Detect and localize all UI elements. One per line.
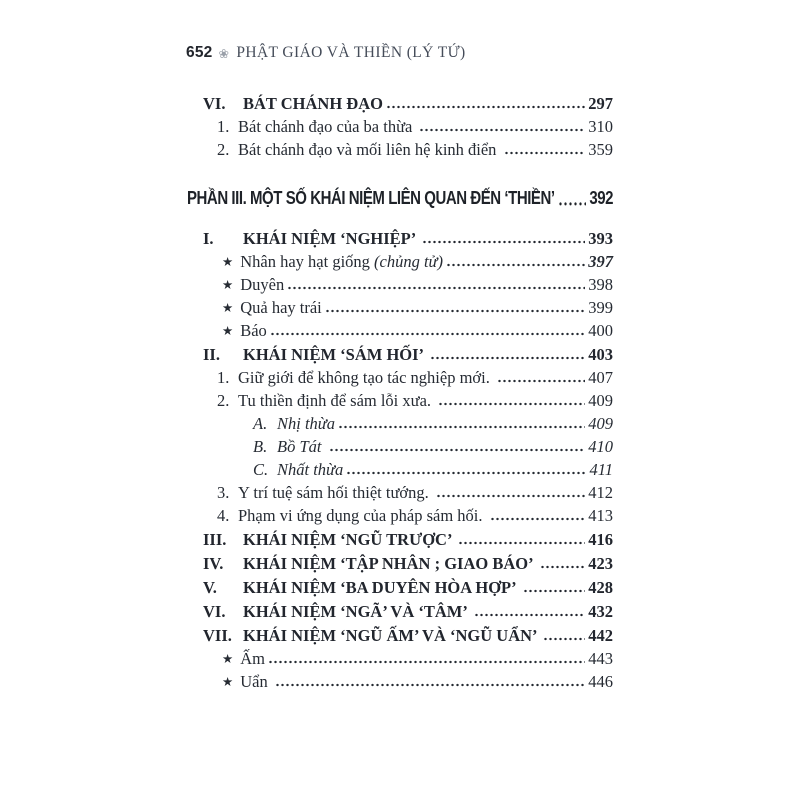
entry-label: KHÁI NIỆM ‘SÁM HỐI’ [243,345,427,364]
star-icon: ★ [222,323,234,338]
toc-entry [203,459,613,480]
toc-entry [203,553,613,574]
entry-page: 400 [588,321,613,340]
flower-icon: ❀ [218,45,230,61]
entry-label: Báo [240,321,267,340]
dot-leader [270,320,585,341]
entry-label: Duyên [240,275,285,294]
entry-label: Giữ giới để không tạo tác nghiệp mới. [238,368,494,387]
entry-label: Quả hay trái [240,298,322,317]
dot-leader [346,459,586,480]
toc-entry [203,625,613,646]
toc-entry [203,367,613,388]
toc-entry [203,139,613,160]
dot-leader [422,228,585,249]
entry-page: 442 [588,626,613,645]
dot-leader [287,274,585,295]
entry-page: 398 [588,275,613,294]
dot-leader [419,116,585,137]
dot-leader [504,139,586,160]
toc-entry [203,344,613,365]
dot-leader [523,577,586,598]
entry-number: C. [253,460,269,479]
entry-number: B. [253,437,268,456]
entry-number: VI. [203,94,226,113]
star-icon: ★ [222,254,234,269]
entry-page: 407 [588,368,613,387]
entry-page: 397 [588,252,613,271]
star-icon: ★ [222,277,234,292]
dot-leader [268,648,585,669]
entry-label: KHÁI NIỆM ‘BA DUYÊN HÒA HỢP’ [243,578,520,597]
table-of-contents [187,90,613,694]
entry-number: IV. [203,554,224,573]
entry-label: Nhị thừa [277,414,336,433]
book-title: PHẬT GIÁO VÀ THIỀN (LÝ TỨ) [236,44,466,61]
entry-page: 399 [588,298,613,317]
entry-label: KHÁI NIỆM ‘NGŨ TRƯỢC’ [243,530,456,549]
toc-entry [203,116,613,137]
entry-label: BÁT CHÁNH ĐẠO [243,94,383,113]
star-icon: ★ [222,674,234,689]
entry-page: 446 [588,672,613,691]
entry-number: II. [203,345,220,364]
entry-label-italic: (chủng tử) [374,252,444,271]
dot-leader [497,367,585,388]
entry-page: 416 [588,530,613,549]
entry-number: A. [253,414,268,433]
entry-label: Nhất thừa [277,460,344,479]
entry-number: 1. [217,368,230,387]
entry-label: Nhân hay hạt giống (chủng tử) [240,252,444,271]
entry-number: 3. [217,483,230,502]
entry-number: I. [203,229,214,248]
toc-entry [203,251,613,272]
entry-page: 432 [588,602,613,621]
entry-page: 413 [588,506,613,525]
dot-leader [438,390,585,411]
dot-leader [558,183,587,215]
entry-label: KHÁI NIỆM ‘TẬP NHÂN ; GIAO BÁO’ [243,554,537,573]
entry-label: Bát chánh đạo và mối liên hệ kinh điển [238,140,501,159]
entry-label: Bát chánh đạo của ba thừa [238,117,417,136]
toc-entry [203,436,613,457]
dot-leader [275,671,585,692]
entry-label: Uẩn [240,672,272,691]
entry-label: PHẦN III. MỘT SỐ KHÁI NIỆM LIÊN QUAN ĐẾN ‘THIỀN’ [187,188,555,209]
entry-number: III. [203,530,227,549]
entry-number: 1. [217,117,230,136]
dot-leader [430,344,585,365]
entry-label: Ấm [240,649,265,668]
toc-entry [203,529,613,550]
toc-entry [203,390,613,411]
entry-label: Bồ Tát [277,437,326,456]
toc-entry [203,482,613,503]
toc-entry [203,648,613,669]
dot-leader [329,436,586,457]
star-icon: ★ [222,651,234,666]
entry-page: 412 [588,483,613,502]
entry-page: 410 [588,437,613,456]
dot-leader [446,251,585,272]
entry-number: 2. [217,140,230,159]
toc-entry [203,413,613,434]
entry-label: KHÁI NIỆM ‘NGÃ’ VÀ ‘TÂM’ [243,602,471,621]
entry-page: 423 [588,554,613,573]
page-number: 652 [186,44,213,61]
entry-number: VI. [203,602,226,621]
toc-entry [203,93,613,114]
dot-leader [338,413,585,434]
dot-leader [474,601,585,622]
entry-number: V. [203,578,217,597]
entry-page: 409 [588,414,613,433]
entry-page: 443 [588,649,613,668]
entry-page: 409 [588,391,613,410]
entry-page: 403 [588,345,613,364]
entry-number: 2. [217,391,230,410]
toc-entry [203,274,613,295]
toc-entry [203,297,613,318]
page-header [186,44,466,62]
toc-entry [187,183,613,215]
dot-leader [325,297,585,318]
entry-page: 310 [588,117,613,136]
dot-leader [540,553,586,574]
toc-entry [203,671,613,692]
entry-label: Y trí tuệ sám hối thiệt tướng. [238,483,433,502]
entry-page: 359 [588,140,613,159]
toc-entry [203,228,613,249]
toc-entry [203,505,613,526]
entry-page: 392 [589,188,613,209]
dot-leader [490,505,586,526]
toc-entry [203,577,613,598]
entry-page: 428 [588,578,613,597]
entry-page: 411 [589,460,613,479]
star-icon: ★ [222,300,234,315]
toc-entry [203,320,613,341]
dot-leader [386,93,585,114]
entry-page: 393 [588,229,613,248]
entry-label: KHÁI NIỆM ‘NGŨ ẤM’ VÀ ‘NGŨ UẨN’ [243,626,541,645]
entry-label: KHÁI NIỆM ‘NGHIỆP’ [243,229,420,248]
entry-page: 297 [588,94,613,113]
toc-entry [203,601,613,622]
entry-label: Phạm vi ứng dụng của pháp sám hối. [238,506,487,525]
dot-leader [543,625,585,646]
entry-number: 4. [217,506,230,525]
entry-number: VII. [203,626,232,645]
entry-label: Tu thiền định để sám lỗi xưa. [238,391,436,410]
dot-leader [458,529,585,550]
dot-leader [436,482,585,503]
